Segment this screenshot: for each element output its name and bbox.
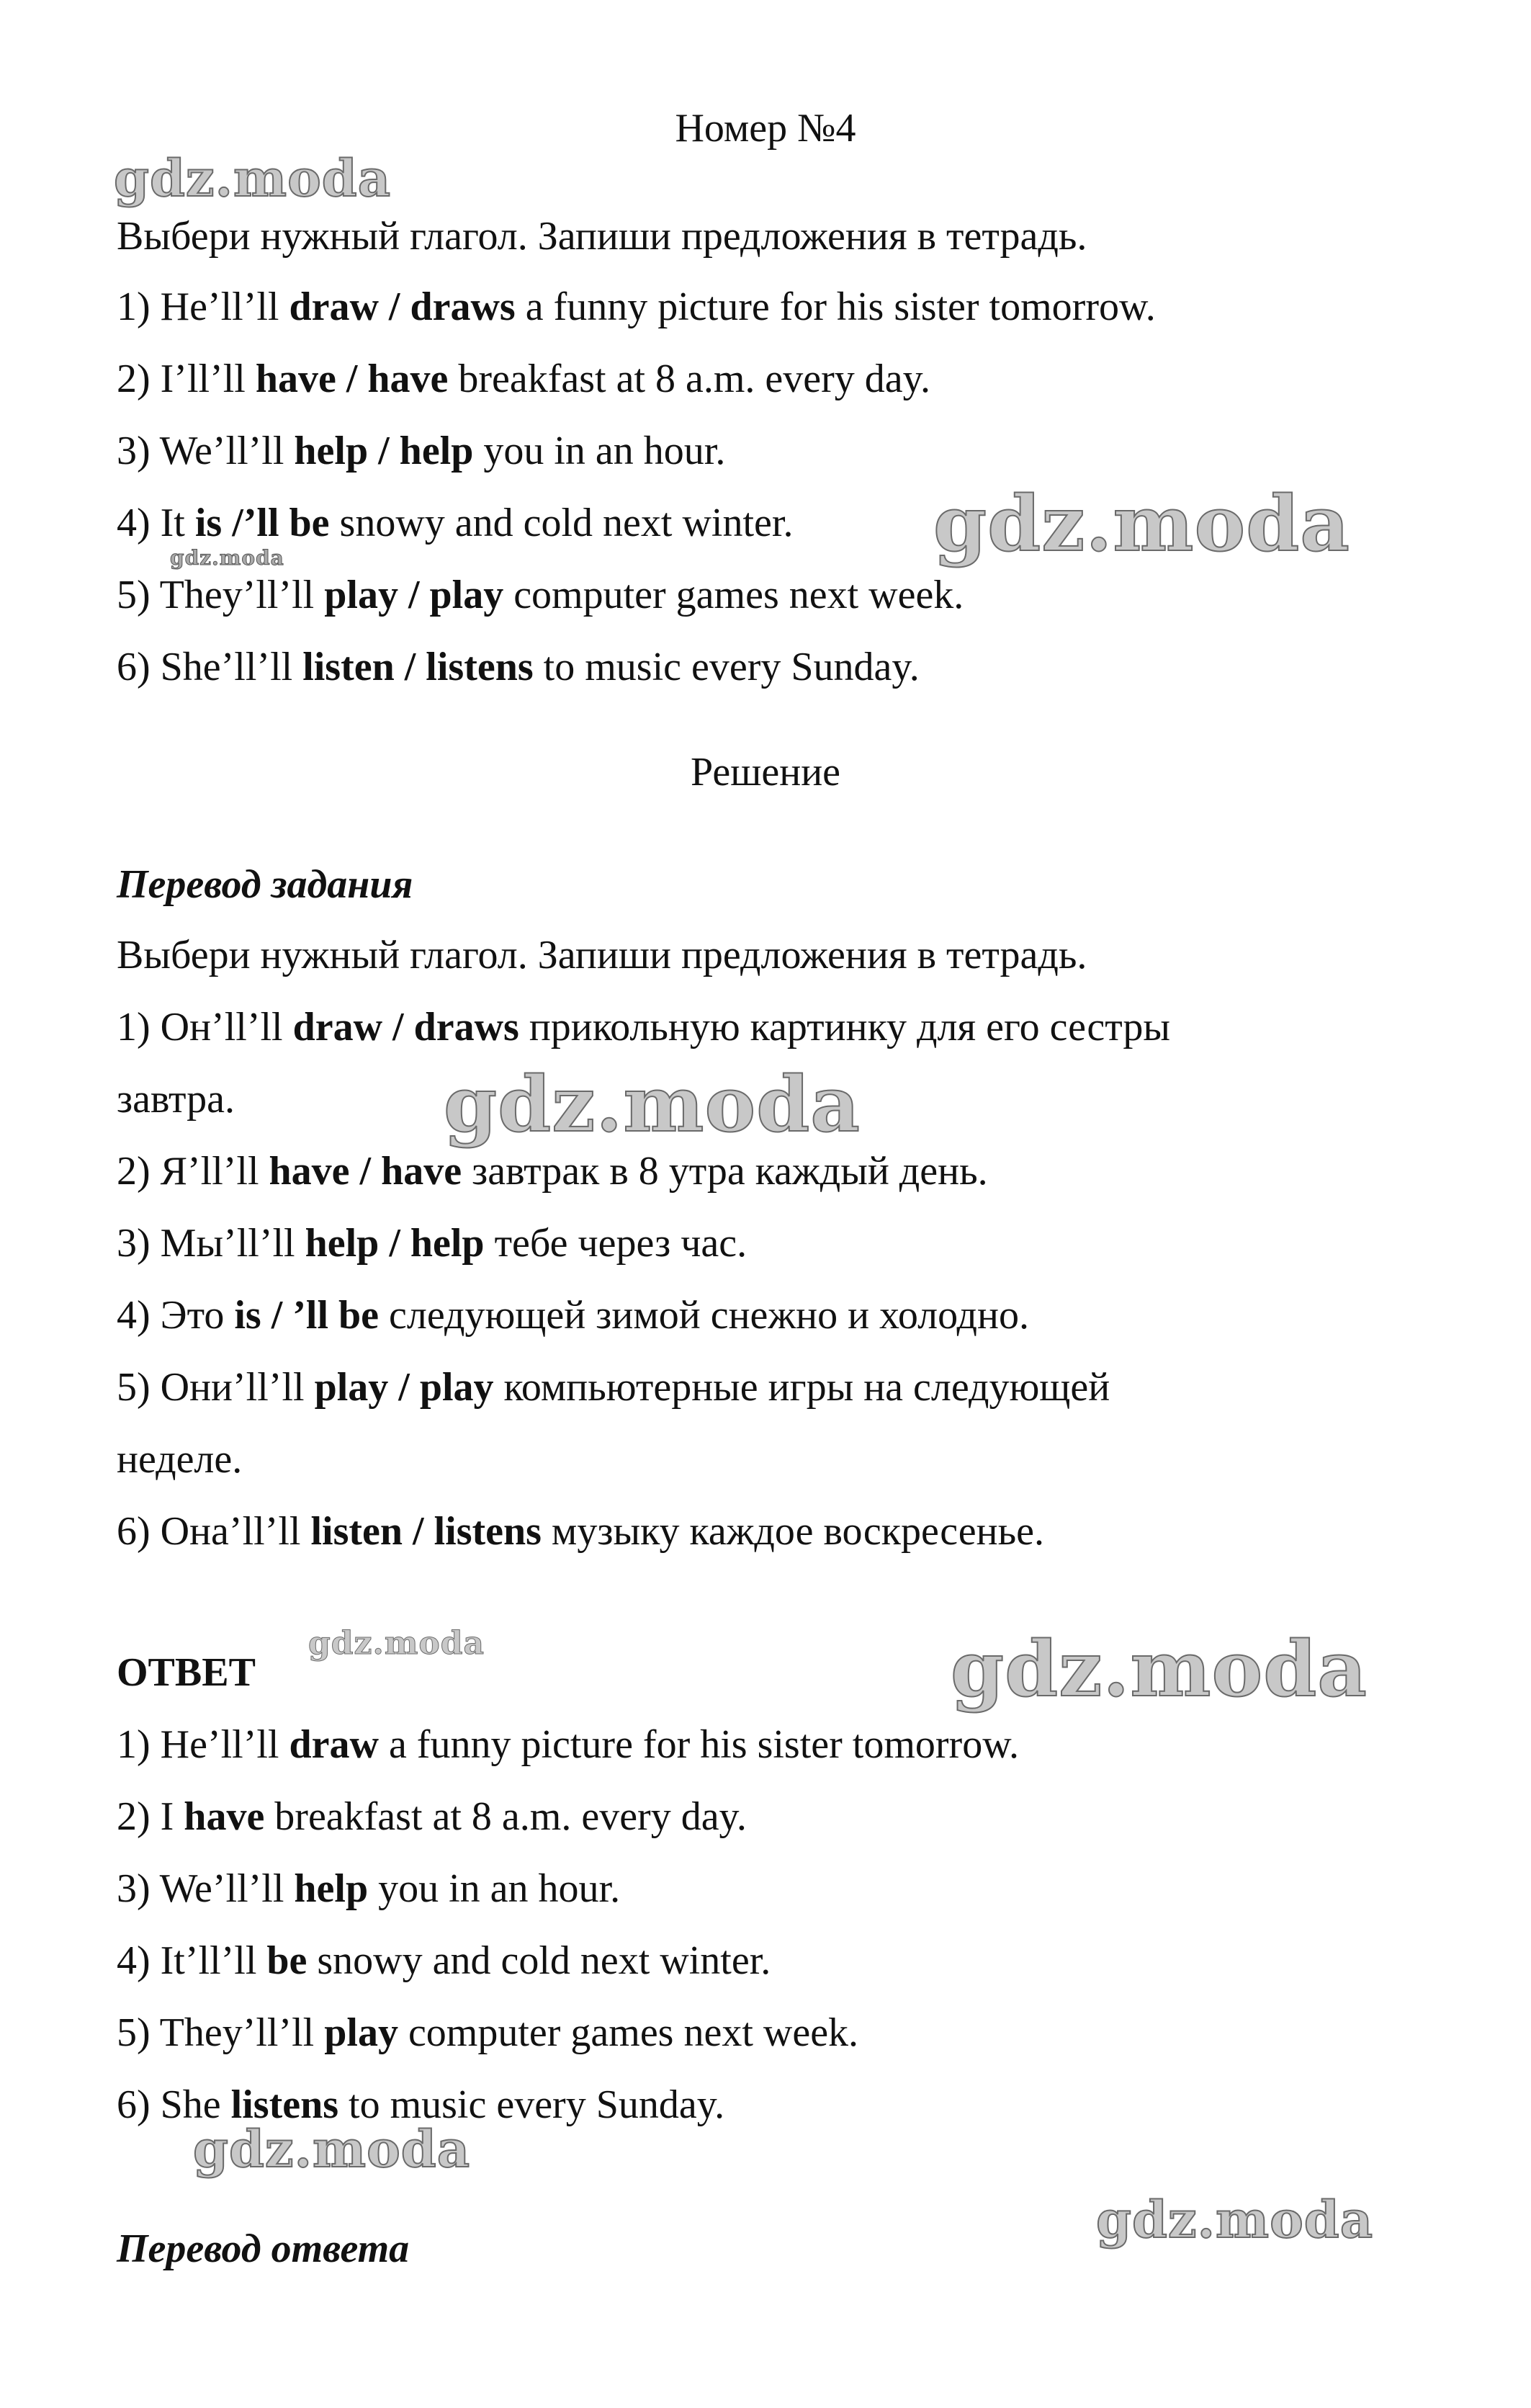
verb-choice: help / help <box>305 1221 485 1266</box>
verb-choice: play / play <box>314 1365 494 1410</box>
verb-choice: is / ’ll be <box>234 1293 380 1338</box>
answer-item-2: 2) I have breakfast at 8 a.m. every day. <box>117 1794 747 1839</box>
answer-verb: help <box>294 1866 369 1911</box>
verb-choice: help / help <box>294 429 474 473</box>
answer-item-4: 4) It’ll’ll be snowy and cold next winter. <box>117 1938 771 1983</box>
translation-item-2: 2) Я’ll’ll have / have завтрак в 8 утра каждый день. <box>117 1149 988 1194</box>
answer-verb: draw <box>289 1722 379 1767</box>
task-item-3: 3) We’ll’ll help / help you in an hour. <box>117 429 726 473</box>
solution-label: Решение <box>690 750 841 795</box>
page-title: Номер №4 <box>675 106 856 151</box>
watermark-logo: gdz.moda <box>933 478 1350 568</box>
watermark-logo: gdz.moda <box>308 1625 485 1662</box>
translation-item-4: 4) Это is / ’ll be следующей зимой снежно и холодно. <box>117 1293 1029 1338</box>
watermark-logo: gdz.moda <box>1096 2190 1374 2250</box>
translation-answer-heading: Перевод ответа <box>117 2226 410 2271</box>
translation-instruction: Выбери нужный глагол. Запиши предложения в тетрадь. <box>117 933 1087 977</box>
watermark-logo: gdz.moda <box>951 1624 1368 1714</box>
translation-item-1: 1) Он’ll’ll draw / draws прикольную картинку для его сестры <box>117 1005 1171 1049</box>
translation-item-1-continuation: завтра. <box>117 1077 235 1122</box>
verb-choice: draw / draws <box>292 1005 519 1049</box>
task-item-1: 1) He’ll’ll draw / draws a funny picture for his sister tomorrow. <box>117 285 1156 329</box>
watermark-logo: gdz.moda <box>114 148 392 208</box>
answer-verb: play <box>324 2010 398 2055</box>
translation-item-5: 5) Они’ll’ll play / play компьютерные игры на следующей <box>117 1365 1110 1410</box>
translation-item-5-continuation: неделе. <box>117 1437 243 1482</box>
translation-item-3: 3) Мы’ll’ll help / help тебе через час. <box>117 1221 747 1266</box>
watermark-logo: gdz.moda <box>170 546 284 570</box>
answer-verb: listens <box>230 2082 339 2127</box>
watermark-logo: gdz.moda <box>193 2119 471 2179</box>
task-item-6: 6) She’ll’ll listen / listens to music every Sunday. <box>117 645 920 689</box>
answer-verb: be <box>266 1938 307 1983</box>
answer-item-3: 3) We’ll’ll help you in an hour. <box>117 1866 621 1911</box>
task-instruction: Выбери нужный глагол. Запиши предложения в тетрадь. <box>117 214 1087 259</box>
task-item-4: 4) It is /’ll be snowy and cold next winter. <box>117 501 794 545</box>
answer-item-1: 1) He’ll’ll draw a funny picture for his sister tomorrow. <box>117 1722 1019 1767</box>
verb-choice: draw / draws <box>289 285 516 329</box>
translation-task-heading: Перевод задания <box>117 862 413 907</box>
verb-choice: is /’ll be <box>194 501 330 545</box>
watermark-logo: gdz.moda <box>444 1059 861 1149</box>
answer-heading: ОТВЕТ <box>117 1650 256 1695</box>
task-item-5: 5) They’ll’ll play / play computer games next week. <box>117 573 964 617</box>
answer-item-6: 6) She listens to music every Sunday. <box>117 2082 725 2127</box>
task-item-2: 2) I’ll’ll have / have breakfast at 8 a.m. every day. <box>117 357 931 401</box>
verb-choice: have / have <box>255 357 449 401</box>
verb-choice: listen / listens <box>310 1509 542 1554</box>
verb-choice: play / play <box>324 573 504 617</box>
answer-item-5: 5) They’ll’ll play computer games next week. <box>117 2010 859 2055</box>
answer-verb: have <box>184 1794 265 1839</box>
verb-choice: listen / listens <box>302 645 534 689</box>
translation-item-6: 6) Она’ll’ll listen / listens музыку каждое воскресенье. <box>117 1509 1044 1554</box>
verb-choice: have / have <box>269 1149 462 1194</box>
